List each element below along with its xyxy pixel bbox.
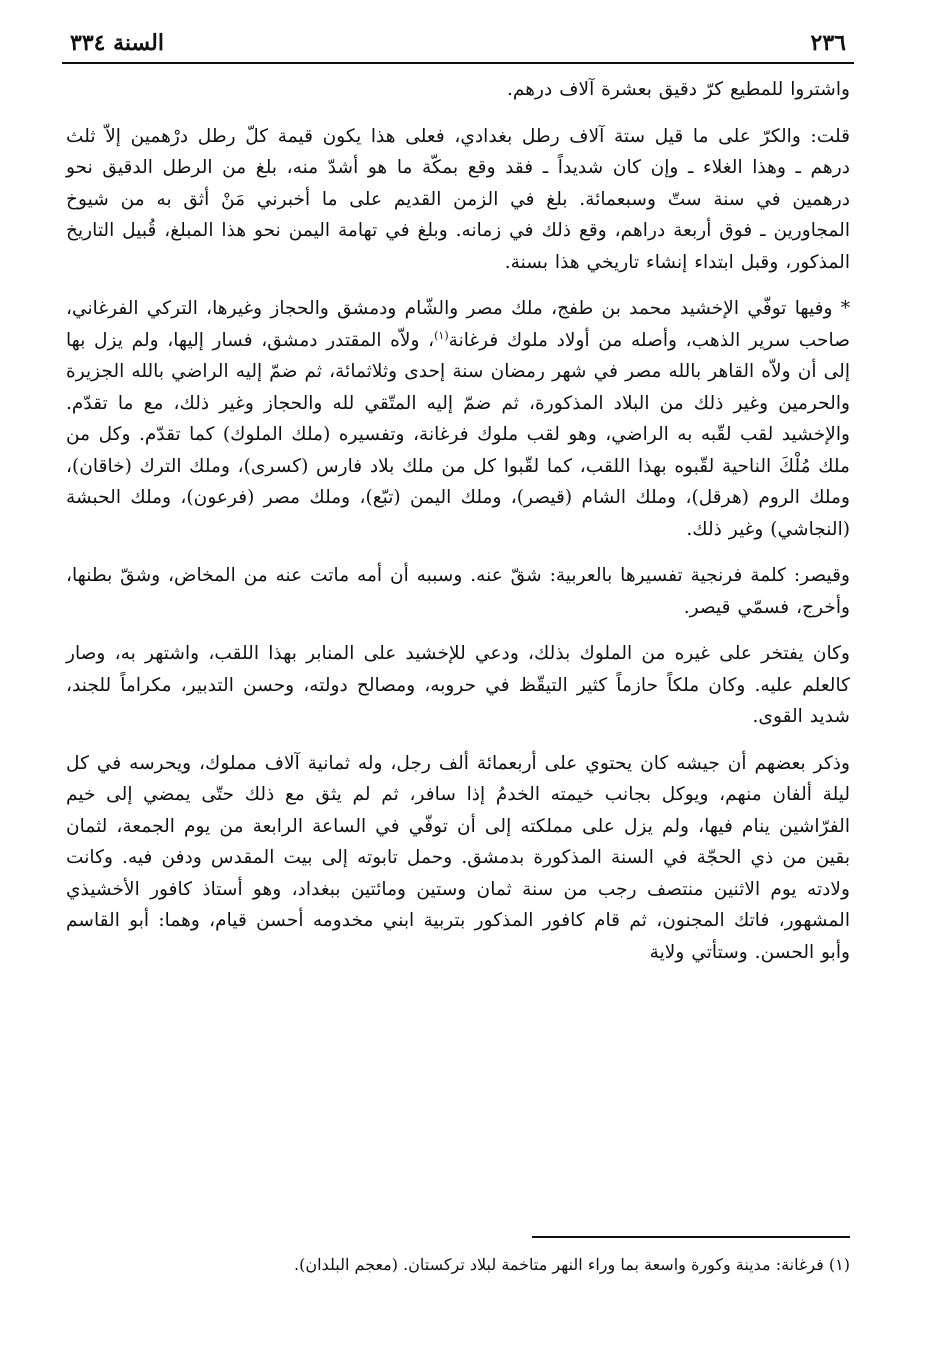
footnote-marker: (١) [434,328,449,342]
year-heading: السنة ٣٣٤ [70,30,164,56]
paragraph-ikhshid [66,293,850,545]
book-page [66,30,850,1274]
paragraph: وكان يفتخر على غيره من الملوك بذلك، ودعي للإخشيد على المنابر بهذا اللقب، واشتهر به، وصار كالعلم عليه. وكان ملكاً حازماً كثير التيقّظ في حروبه، ومصالح دولته، وحسن التدبير، مكراماً للجند، شديد القوى. [66,643,850,727]
footnote: (١) فرغانة: مدينة وكورة واسعة بما وراء النهر متاخمة لبلاد تركستان. (معجم البلدان). [294,1255,850,1274]
paragraph: وقيصر: كلمة فرنجية تفسيرها بالعربية: شقّ عنه. وسببه أن أمه ماتت عنه من المخاض، وشقّ بطنها، وأخرج، فسمّي قيصر. [66,565,850,618]
page-header [66,30,850,60]
footnote-rule [532,1236,850,1238]
paragraph: وذكر بعضهم أن جيشه كان يحتوي على أربعمائة ألف رجل، وله ثمانية آلاف مملوك، ويحرسه في كل ليلة ألفان منهم، ويوكل بجانب خيمته الخدمُ إذا سافر، ثم لم يثق مع ذلك حتّى يمضي إلى خيم الفرّاشين ينام فيها، ولم يزل على مملكته إلى أن توفّي في الساعة الرابعة من يوم الجمعة، لثمان بقين من ذي الحجّة في السنة المذكورة بدمشق. وحمل تابوته إلى بيت المقدس ودفن فيه. وكانت ولادته يوم الاثنين منتصف رجب من سنة ثمان وستين ومائتين ببغداد، وهو أستاذ كافور الأخشيذي المشهور، فاتك المجنون، ثم قام كافور المذكور بتربية ابني مخدومه أحسن قيام، وهما: أبو القاسم وأبو الحسن. وستأتي ولاية [66,752,850,963]
paragraph-text: ، ولاّه المقتدر دمشق، فسار إليها، ولم يزل بها إلى أن ولاّه القاهر بالله مصر في شهر رمضان سنة إحدى وثلاثمائة، ثم ضمّ إليه الراضي بالله الجزيرة والحرمين وغير ذلك من البلاد المذكورة، ثم ضمّ إليه المتّقي لله والحجاز وغير ذلك، مع ما تقدّم. والإخشيد لقب لقّبه به الراضي، وهو لقب ملوك فرغانة، وتفسيره (ملك الملوك) كما تقدّم. وكل من ملك مُلْكَ الناحية لقّبوه بهذا اللقب، كما لقّبوا كل من ملك بلاد فارس (كسرى)، وملك الترك (خاقان)، وملك الروم (هرقل)، وملك الشام (قيصر)، وملك اليمن (تبّع)، وملك مصر (فرعون)، وملك الحبشة (النجاشي) وغير ذلك. [66,329,850,540]
paragraph: قلت: والكرّ على ما قيل ستة آلاف رطل بغدادي، فعلى هذا يكون قيمة كلّ رطل درْهمين إلاّ ثلث درهم ـ وهذا الغلاء ـ وإن كان شديداً ـ فقد وقع بمكّة ما هو أشدّ منه، بلغ من الرطل الدقيق نحو درهمين في سنة ستّ وسبعمائة. بلغ في الزمن القديم على ما أخبرني مَنْ أثق به من شيوخ المجاورين ـ فوق أربعة دراهم، وقع ذلك في زمانه. وبلغ في تهامة اليمن نحو هذا المبلغ، قُبيل التاريخ المذكور، وقبل ابتداء إنشاء تاريخي هذا بسنة. [66,125,850,273]
paragraph-text: * وفيها توفّي الإخشيد محمد بن طفج، ملك مصر والشّام ودمشق والحجاز وغيرها، التركي الفرغاني، صاحب سرير الذهب، وأصله من أولاد ملوك فرغانة [66,298,850,351]
page-number: ٢٣٦ [810,30,846,56]
paragraph: واشتروا للمطيع كرّ دقيق بعشرة آلاف درهم. [506,79,850,100]
header-rule [62,62,854,64]
